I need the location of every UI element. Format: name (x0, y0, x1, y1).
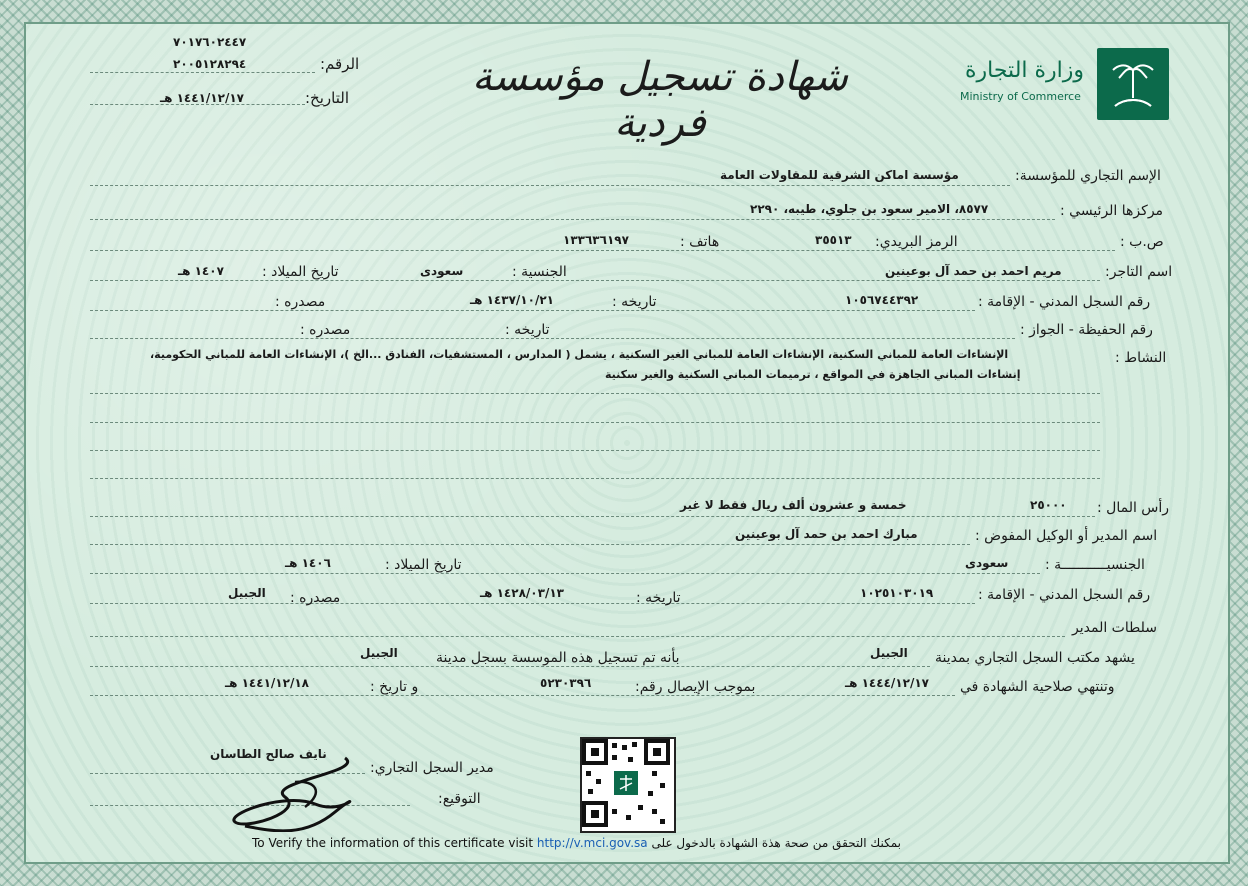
signature-scribble (225, 752, 375, 832)
expiry-label: وتنتهي صلاحية الشهادة في (960, 679, 1115, 695)
civil-date-value: ١٤٣٧/١٠/٢١ هـ (470, 293, 554, 307)
capital-label: رأس المال : (1097, 500, 1170, 516)
hq-label: مركزها الرئيسي : (1060, 203, 1164, 219)
receipt-label: بموجب الإيصال رقم: (635, 679, 756, 695)
postal-label: الرمز البريدي: (875, 234, 958, 250)
mgr-dob-label: تاريخ الميلاد : (385, 557, 462, 573)
merchant-label: اسم التاجر: (1105, 264, 1173, 280)
mgr-nationality-value: سعودى (965, 556, 1009, 570)
ministry-name-ar: وزارة التجارة (965, 58, 1085, 83)
sign-label: التوقيع: (438, 791, 481, 807)
phone-value: ١٣٣٦٣٦١٩٧ (563, 233, 629, 247)
certificate-title: شهادة تسجيل مؤسسة فردية (471, 54, 849, 146)
receipt-date-value: ١٤٤١/١٢/١٨ هـ (225, 676, 309, 690)
verify-ar: بمكنك التحقق من صحة هذة الشهادة بالدخول على (651, 836, 902, 850)
verify-url-link[interactable]: http://v.mci.gov.sa (536, 836, 648, 850)
activity-label: النشاط : (1115, 350, 1167, 366)
dob-label: تاريخ الميلاد : (262, 264, 339, 280)
receipt-value: ٥٢٣٠٣٩٦ (540, 676, 592, 690)
capital-value: ٢٥٠٠٠ (1030, 498, 1067, 512)
registrar-label: مدير السجل التجاري: (370, 760, 494, 776)
nationality-label: الجنسية : (512, 264, 567, 280)
ministry-emblem (1097, 48, 1169, 120)
expiry-value: ١٤٤٤/١٢/١٧ هـ (845, 676, 929, 690)
postal-value: ٣٥٥١٣ (815, 233, 852, 247)
ministry-name-en: Ministry of Commerce (960, 90, 1081, 103)
merchant-value: مريم احمد بن حمد آل بوعينين (885, 264, 1062, 278)
family-label: رقم الحفيظة - الجواز : (1020, 322, 1153, 338)
phone-label: هاتف : (680, 234, 720, 250)
pobox-label: ص.ب : (1120, 234, 1164, 250)
civil-date-label: تاريخه : (612, 294, 657, 310)
hq-value: ٨٥٧٧، الامير سعود بن جلوي، طيبه، ٢٢٩٠ (750, 202, 989, 216)
verify-en: To Verify the information of this certificate visit (252, 836, 534, 850)
activity-line-1: الإنشاءات العامة للمباني السكنية، الإنشاءات العامة للمباني الغير السكنية ، يشمل ( المدارس ، المستشفيات، الفنادق ...الخ )، الإنشاءات العامة للمباني الحكومية، (150, 348, 1009, 361)
number-value-1: ٧٠١٧٦٠٢٤٤٧ (173, 35, 247, 49)
civil-source-label: مصدره : (275, 294, 326, 310)
family-date-label: تاريخه : (505, 322, 550, 338)
trade-name-label: الإسم التجاري للمؤسسة: (1015, 168, 1161, 184)
qr-icon (582, 739, 670, 827)
manager-value: مبارك احمد بن حمد آل بوعينين (735, 527, 918, 541)
nationality-value: سعودى (420, 264, 464, 278)
authority-label: سلطات المدير (1072, 620, 1157, 636)
family-source-label: مصدره : (300, 322, 351, 338)
trade-name-value: مؤسسة اماكن الشرقية للمقاولات العامة (720, 168, 959, 182)
civil-value: ١٠٥٦٧٤٤٣٩٢ (845, 293, 919, 307)
certify-mid: بأنه تم تسجيل هذه الموسسة بسجل مدينة (436, 650, 680, 666)
mgr-civil-date-value: ١٤٢٨/٠٣/١٣ هـ (480, 586, 564, 600)
dob-value: ١٤٠٧ هـ (178, 264, 224, 278)
mgr-source-value: الجبيل (228, 586, 266, 600)
mgr-civil-value: ١٠٢٥١٠٣٠١٩ (860, 586, 934, 600)
activity-line-2: إنشاءات المباني الجاهزة في المواقع ، ترميمات المباني السكنية والغير سكنية (605, 368, 1021, 381)
civil-label: رقم السجل المدني - الإقامة : (978, 294, 1151, 310)
mgr-nationality-label: الجنسيـــــــــــة : (1045, 557, 1145, 573)
certify-city-2: الجبيل (360, 646, 398, 660)
certify-city: الجبيل (870, 646, 908, 660)
certify-label: يشهد مكتب السجل التجاري بمدينة (935, 650, 1135, 666)
capital-words: خمسة و عشرون ألف ريال فقط لا غير (680, 498, 907, 512)
number-value-2: ٢٠٠٥١٢٨٢٩٤ (173, 57, 247, 71)
mgr-civil-label: رقم السجل المدني - الإقامة : (978, 587, 1151, 603)
registrar-name: نايف صالح الطاسان (210, 747, 327, 761)
mgr-civil-date-label: تاريخه : (636, 590, 681, 606)
receipt-date-label: و تاريخ : (370, 679, 419, 695)
number-label: الرقم: (320, 55, 360, 73)
mgr-dob-value: ١٤٠٦ هـ (285, 556, 331, 570)
verify-line (252, 836, 901, 850)
mgr-source-label: مصدره : (290, 590, 341, 606)
manager-label: اسم المدير أو الوكيل المفوض : (975, 528, 1158, 544)
date-value: ١٤٤١/١٢/١٧ هـ (160, 91, 244, 105)
date-label: التاريخ: (305, 89, 349, 107)
palm-swords-icon (1097, 48, 1169, 120)
verification-qr-code[interactable] (580, 737, 676, 833)
